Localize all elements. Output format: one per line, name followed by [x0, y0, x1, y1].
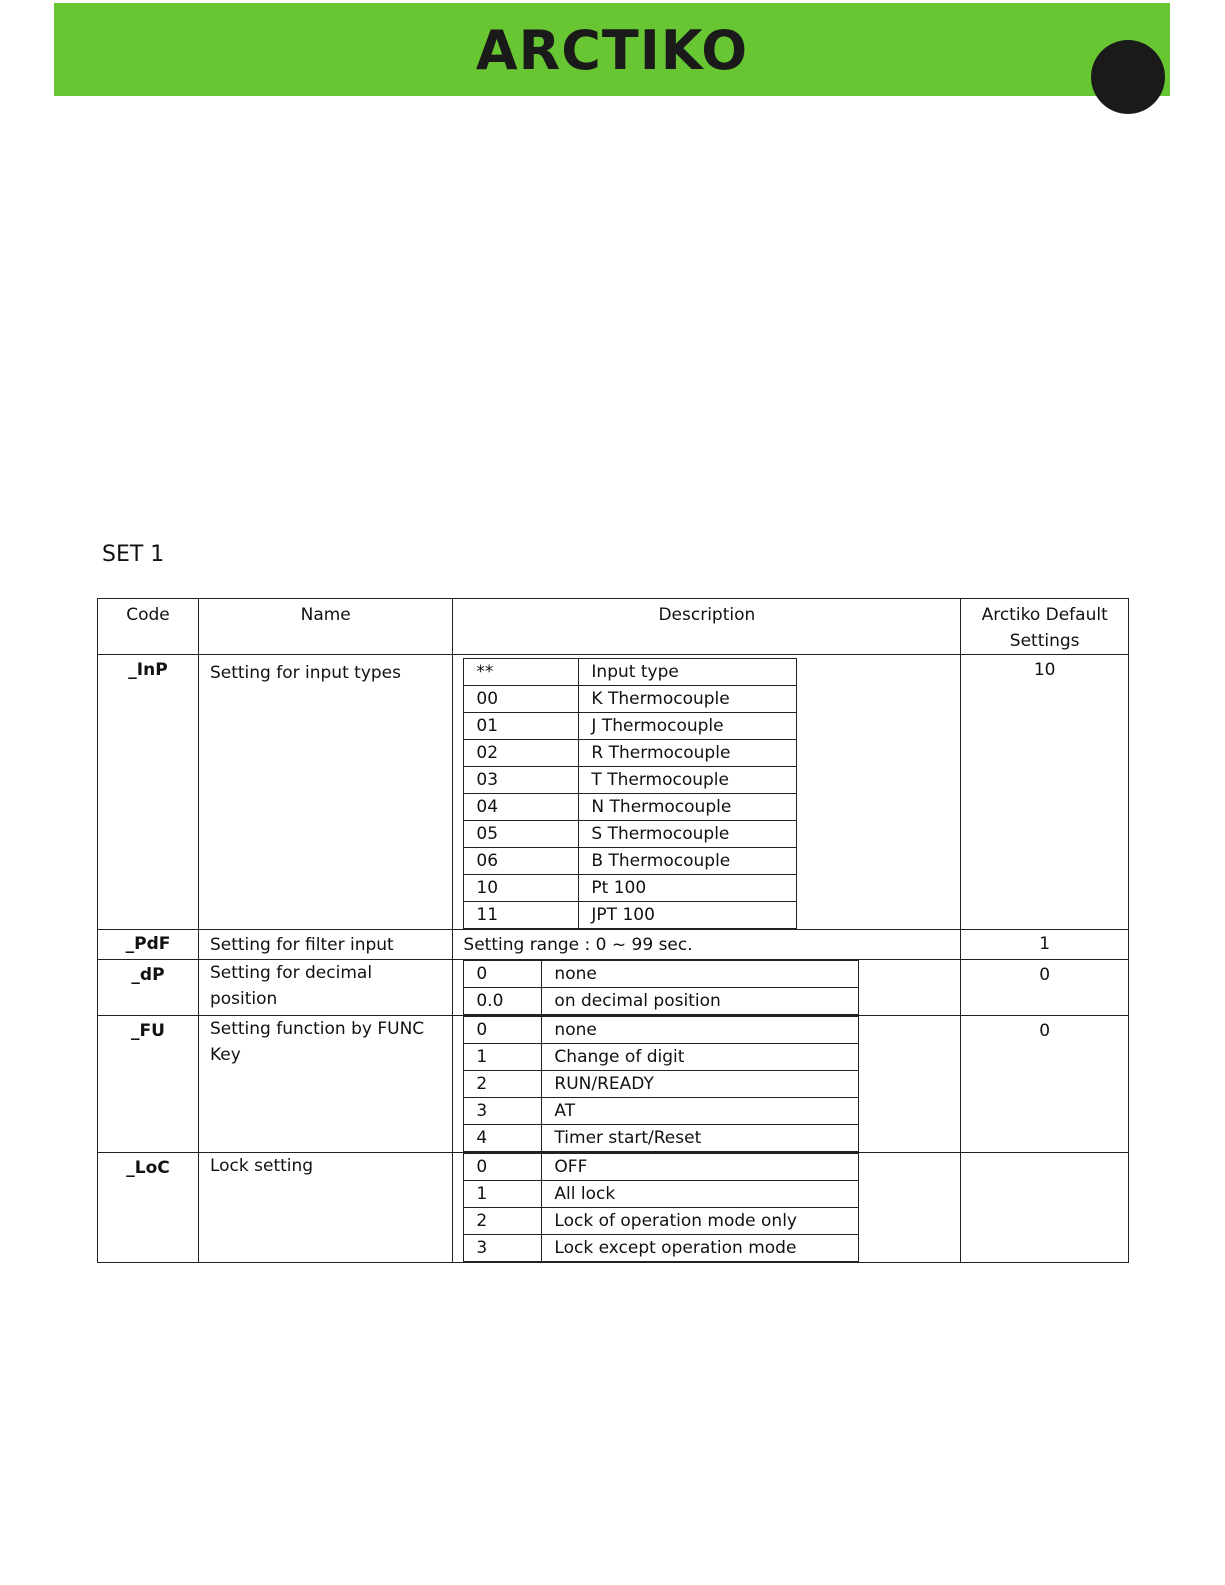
option-value: 0	[464, 1154, 542, 1181]
table-header-row	[98, 599, 1129, 655]
column-header-description: Description	[453, 599, 961, 655]
option-label: B Thermocouple	[579, 848, 797, 875]
header-banner	[54, 3, 1170, 96]
option-label: AT	[542, 1098, 859, 1125]
option-value: 10	[464, 875, 579, 902]
column-header-name: Name	[198, 599, 452, 655]
option-label: none	[542, 961, 859, 988]
option-row	[464, 1044, 859, 1071]
option-value: 3	[464, 1098, 542, 1125]
row-code: _InP	[98, 655, 199, 930]
option-row	[464, 686, 797, 713]
row-default: 0	[961, 960, 1129, 1016]
option-value: 06	[464, 848, 579, 875]
option-row	[464, 902, 797, 929]
row-default: 10	[961, 655, 1129, 930]
row-description	[453, 1153, 961, 1263]
option-row	[464, 1098, 859, 1125]
option-row	[464, 848, 797, 875]
row-code: _PdF	[98, 930, 199, 960]
option-row	[464, 1071, 859, 1098]
option-label: Lock except operation mode	[542, 1235, 859, 1262]
option-row	[464, 821, 797, 848]
row-default	[961, 1153, 1129, 1263]
option-row	[464, 1125, 859, 1152]
option-label: OFF	[542, 1154, 859, 1181]
option-row	[464, 1181, 859, 1208]
option-row	[464, 767, 797, 794]
option-label: R Thermocouple	[579, 740, 797, 767]
table-row	[98, 1153, 1129, 1263]
option-row	[464, 1017, 859, 1044]
option-row	[464, 713, 797, 740]
option-table	[463, 658, 797, 929]
option-value: 00	[464, 686, 579, 713]
option-row	[464, 794, 797, 821]
row-description	[453, 960, 961, 1016]
settings-table	[97, 598, 1129, 1263]
option-value: 05	[464, 821, 579, 848]
option-value: 0.0	[464, 988, 542, 1015]
option-label: Pt 100	[579, 875, 797, 902]
column-header-default: Arctiko Default Settings	[961, 599, 1129, 655]
option-table	[463, 1016, 859, 1152]
option-label: All lock	[542, 1181, 859, 1208]
option-label: Timer start/Reset	[542, 1125, 859, 1152]
option-label: T Thermocouple	[579, 767, 797, 794]
option-row	[464, 1154, 859, 1181]
table-row	[98, 1016, 1129, 1153]
option-value: 03	[464, 767, 579, 794]
row-name: Setting for input types	[198, 655, 452, 930]
option-row	[464, 659, 797, 686]
option-value: 2	[464, 1208, 542, 1235]
option-value: 4	[464, 1125, 542, 1152]
option-table	[463, 1153, 859, 1262]
row-code: _dP	[98, 960, 199, 1016]
arctiko-logo: ARCTIKO	[475, 19, 749, 82]
option-label: N Thermocouple	[579, 794, 797, 821]
option-value: 2	[464, 1071, 542, 1098]
row-name: Lock setting	[198, 1153, 452, 1263]
option-row	[464, 961, 859, 988]
option-label: JPT 100	[579, 902, 797, 929]
option-row	[464, 1208, 859, 1235]
option-label: S Thermocouple	[579, 821, 797, 848]
option-row	[464, 875, 797, 902]
option-value: 04	[464, 794, 579, 821]
column-header-code: Code	[98, 599, 199, 655]
option-label: Input type	[579, 659, 797, 686]
option-value: **	[464, 659, 579, 686]
table-row	[98, 960, 1129, 1016]
option-row	[464, 988, 859, 1015]
option-row	[464, 1235, 859, 1262]
option-value: 02	[464, 740, 579, 767]
option-label: RUN/READY	[542, 1071, 859, 1098]
row-description	[453, 1016, 961, 1153]
row-default: 0	[961, 1016, 1129, 1153]
section-title: SET 1	[102, 542, 165, 567]
option-value: 01	[464, 713, 579, 740]
option-label: K Thermocouple	[579, 686, 797, 713]
option-label: none	[542, 1017, 859, 1044]
option-value: 0	[464, 1017, 542, 1044]
option-value: 11	[464, 902, 579, 929]
option-value: 0	[464, 961, 542, 988]
table-row	[98, 655, 1129, 930]
option-value: 3	[464, 1235, 542, 1262]
row-description: Setting range : 0 ~ 99 sec.	[453, 930, 961, 960]
row-default: 1	[961, 930, 1129, 960]
option-label: Change of digit	[542, 1044, 859, 1071]
row-code: _FU	[98, 1016, 199, 1153]
circle-mark-icon	[1091, 40, 1165, 114]
option-table	[463, 960, 859, 1015]
option-value: 1	[464, 1181, 542, 1208]
row-name: Setting for filter input	[198, 930, 452, 960]
row-name: Setting function by FUNC Key	[198, 1016, 452, 1153]
option-value: 1	[464, 1044, 542, 1071]
option-label: Lock of operation mode only	[542, 1208, 859, 1235]
table-row	[98, 930, 1129, 960]
option-label: J Thermocouple	[579, 713, 797, 740]
option-row	[464, 740, 797, 767]
row-description	[453, 655, 961, 930]
row-code: _LoC	[98, 1153, 199, 1263]
option-label: on decimal position	[542, 988, 859, 1015]
row-name: Setting for decimal position	[198, 960, 452, 1016]
